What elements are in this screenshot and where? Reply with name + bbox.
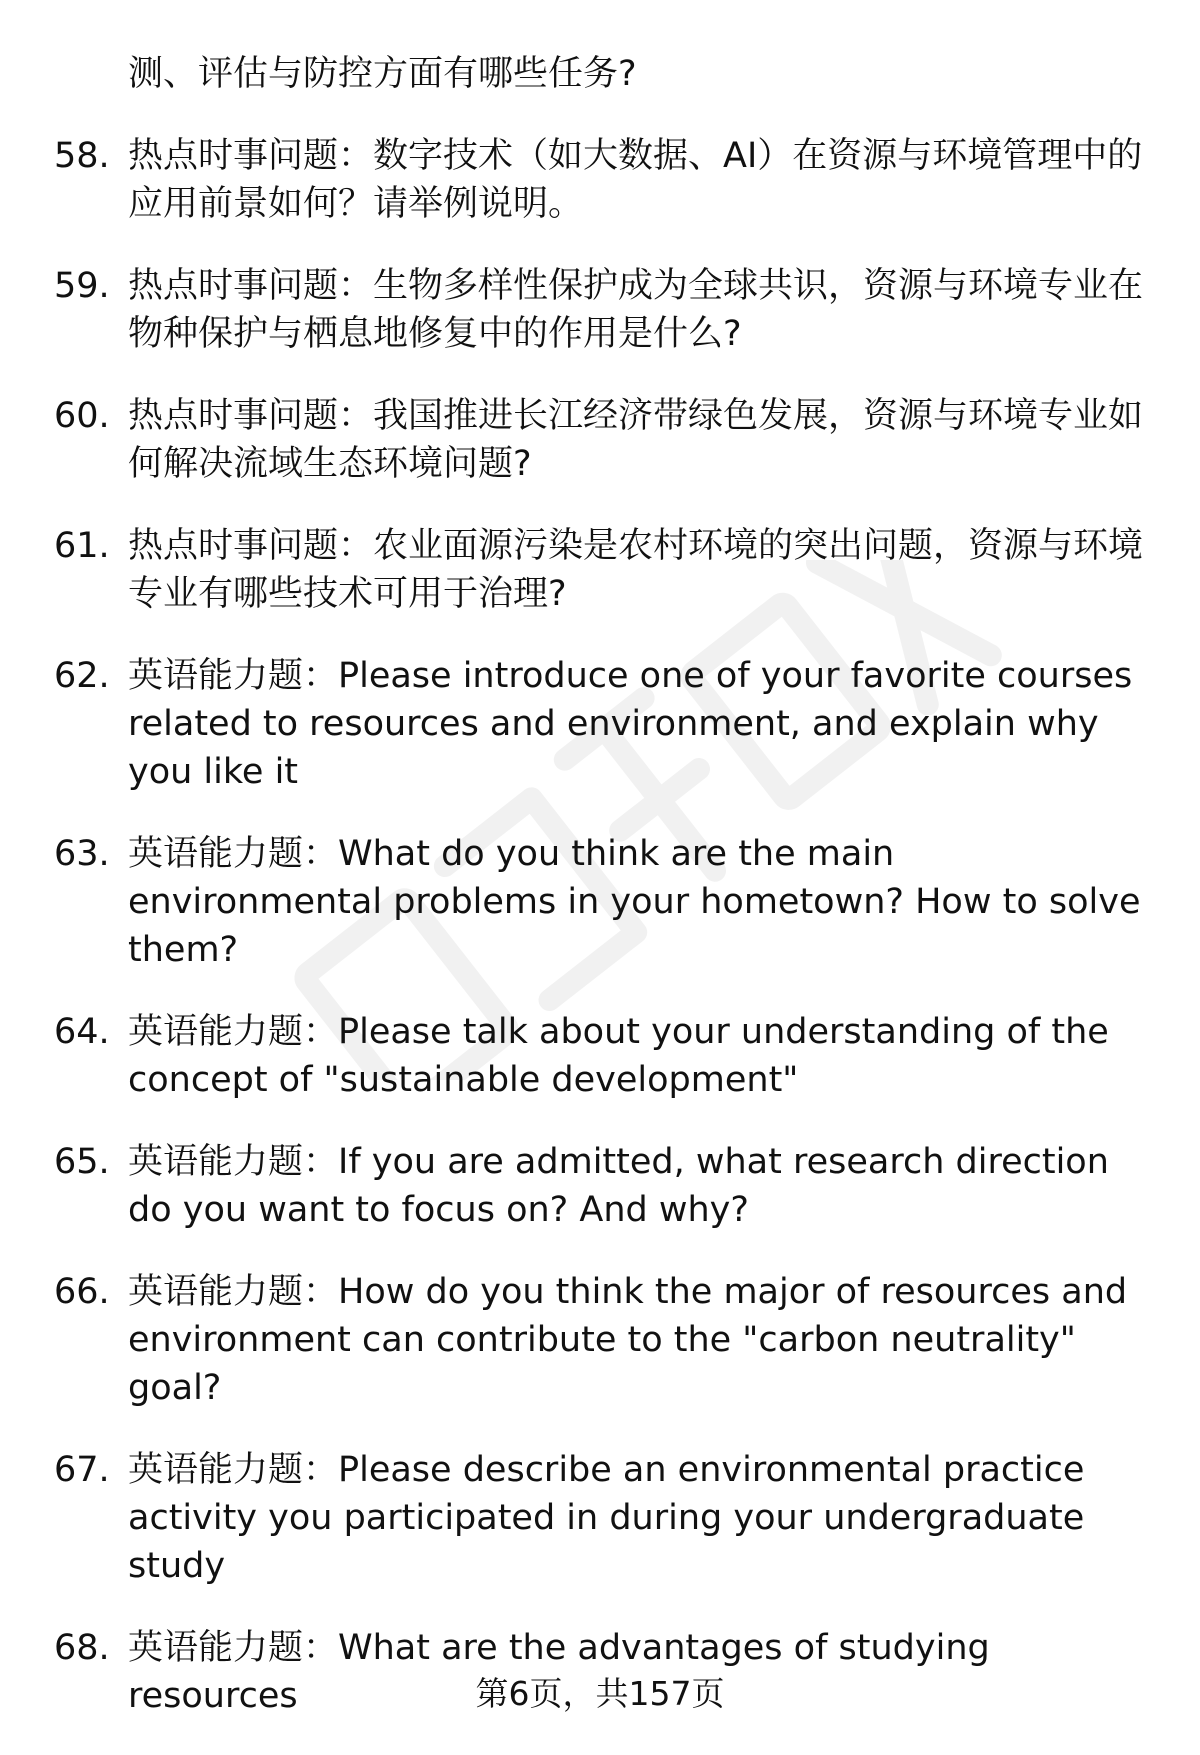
question-number: 62. (54, 656, 110, 696)
question-number: 60. (54, 396, 110, 436)
list-item (54, 522, 1154, 618)
list-item (54, 830, 1154, 974)
question-number: 64. (54, 1012, 110, 1052)
question-number: 67. (54, 1450, 110, 1490)
question-text: 热点时事问题：农业面源污染是农村环境的突出问题，资源与环境专业有哪些技术可用于治理? (128, 526, 1144, 614)
question-number: 63. (54, 834, 110, 874)
question-number: 58. (54, 136, 110, 176)
question-text: 英语能力题：What are the advantages of studying resources (128, 1628, 990, 1716)
question-text: 英语能力题：If you are admitted, what research direction do you want to focus on? And why? (128, 1142, 1109, 1230)
question-text: 英语能力题：Please introduce one of your favorite courses related to resources and environment, and explain why you like it (128, 656, 1133, 792)
page-footer: 第6页，共157页 (475, 1674, 725, 1713)
question-list (54, 50, 1154, 1754)
list-item (54, 1446, 1154, 1590)
list-item (54, 50, 1154, 98)
list-item (54, 1268, 1154, 1412)
question-text: 英语能力题：Please talk about your understanding of the concept of "sustainable development" (128, 1012, 1109, 1100)
question-text: 热点时事问题：生物多样性保护成为全球共识，资源与环境专业在物种保护与栖息地修复中的作用是什么? (128, 266, 1144, 354)
list-item (54, 392, 1154, 488)
question-text: 热点时事问题：我国推进长江经济带绿色发展，资源与环境专业如何解决流域生态环境问题? (128, 396, 1144, 484)
list-item (54, 652, 1154, 796)
list-item (54, 132, 1154, 228)
question-text: 英语能力题：How do you think the major of resources and environment can contribute to the "carbon neutrality" goal? (128, 1272, 1128, 1408)
list-item (54, 262, 1154, 358)
question-number: 68. (54, 1628, 110, 1668)
question-number: 65. (54, 1142, 110, 1182)
question-number: 59. (54, 266, 110, 306)
question-text: 英语能力题：What do you think are the main environmental problems in your hometown? How to solve them? (128, 834, 1141, 970)
question-number: 66. (54, 1272, 110, 1312)
question-number: 61. (54, 526, 110, 566)
question-text: 测、评估与防控方面有哪些任务? (128, 54, 637, 94)
question-text: 英语能力题：Please describe an environmental practice activity you participated in during your undergraduate study (128, 1450, 1085, 1586)
list-item (54, 1138, 1154, 1234)
list-item (54, 1008, 1154, 1104)
question-text: 热点时事问题：数字技术（如大数据、AI）在资源与环境管理中的应用前景如何？请举例说明。 (128, 136, 1143, 224)
